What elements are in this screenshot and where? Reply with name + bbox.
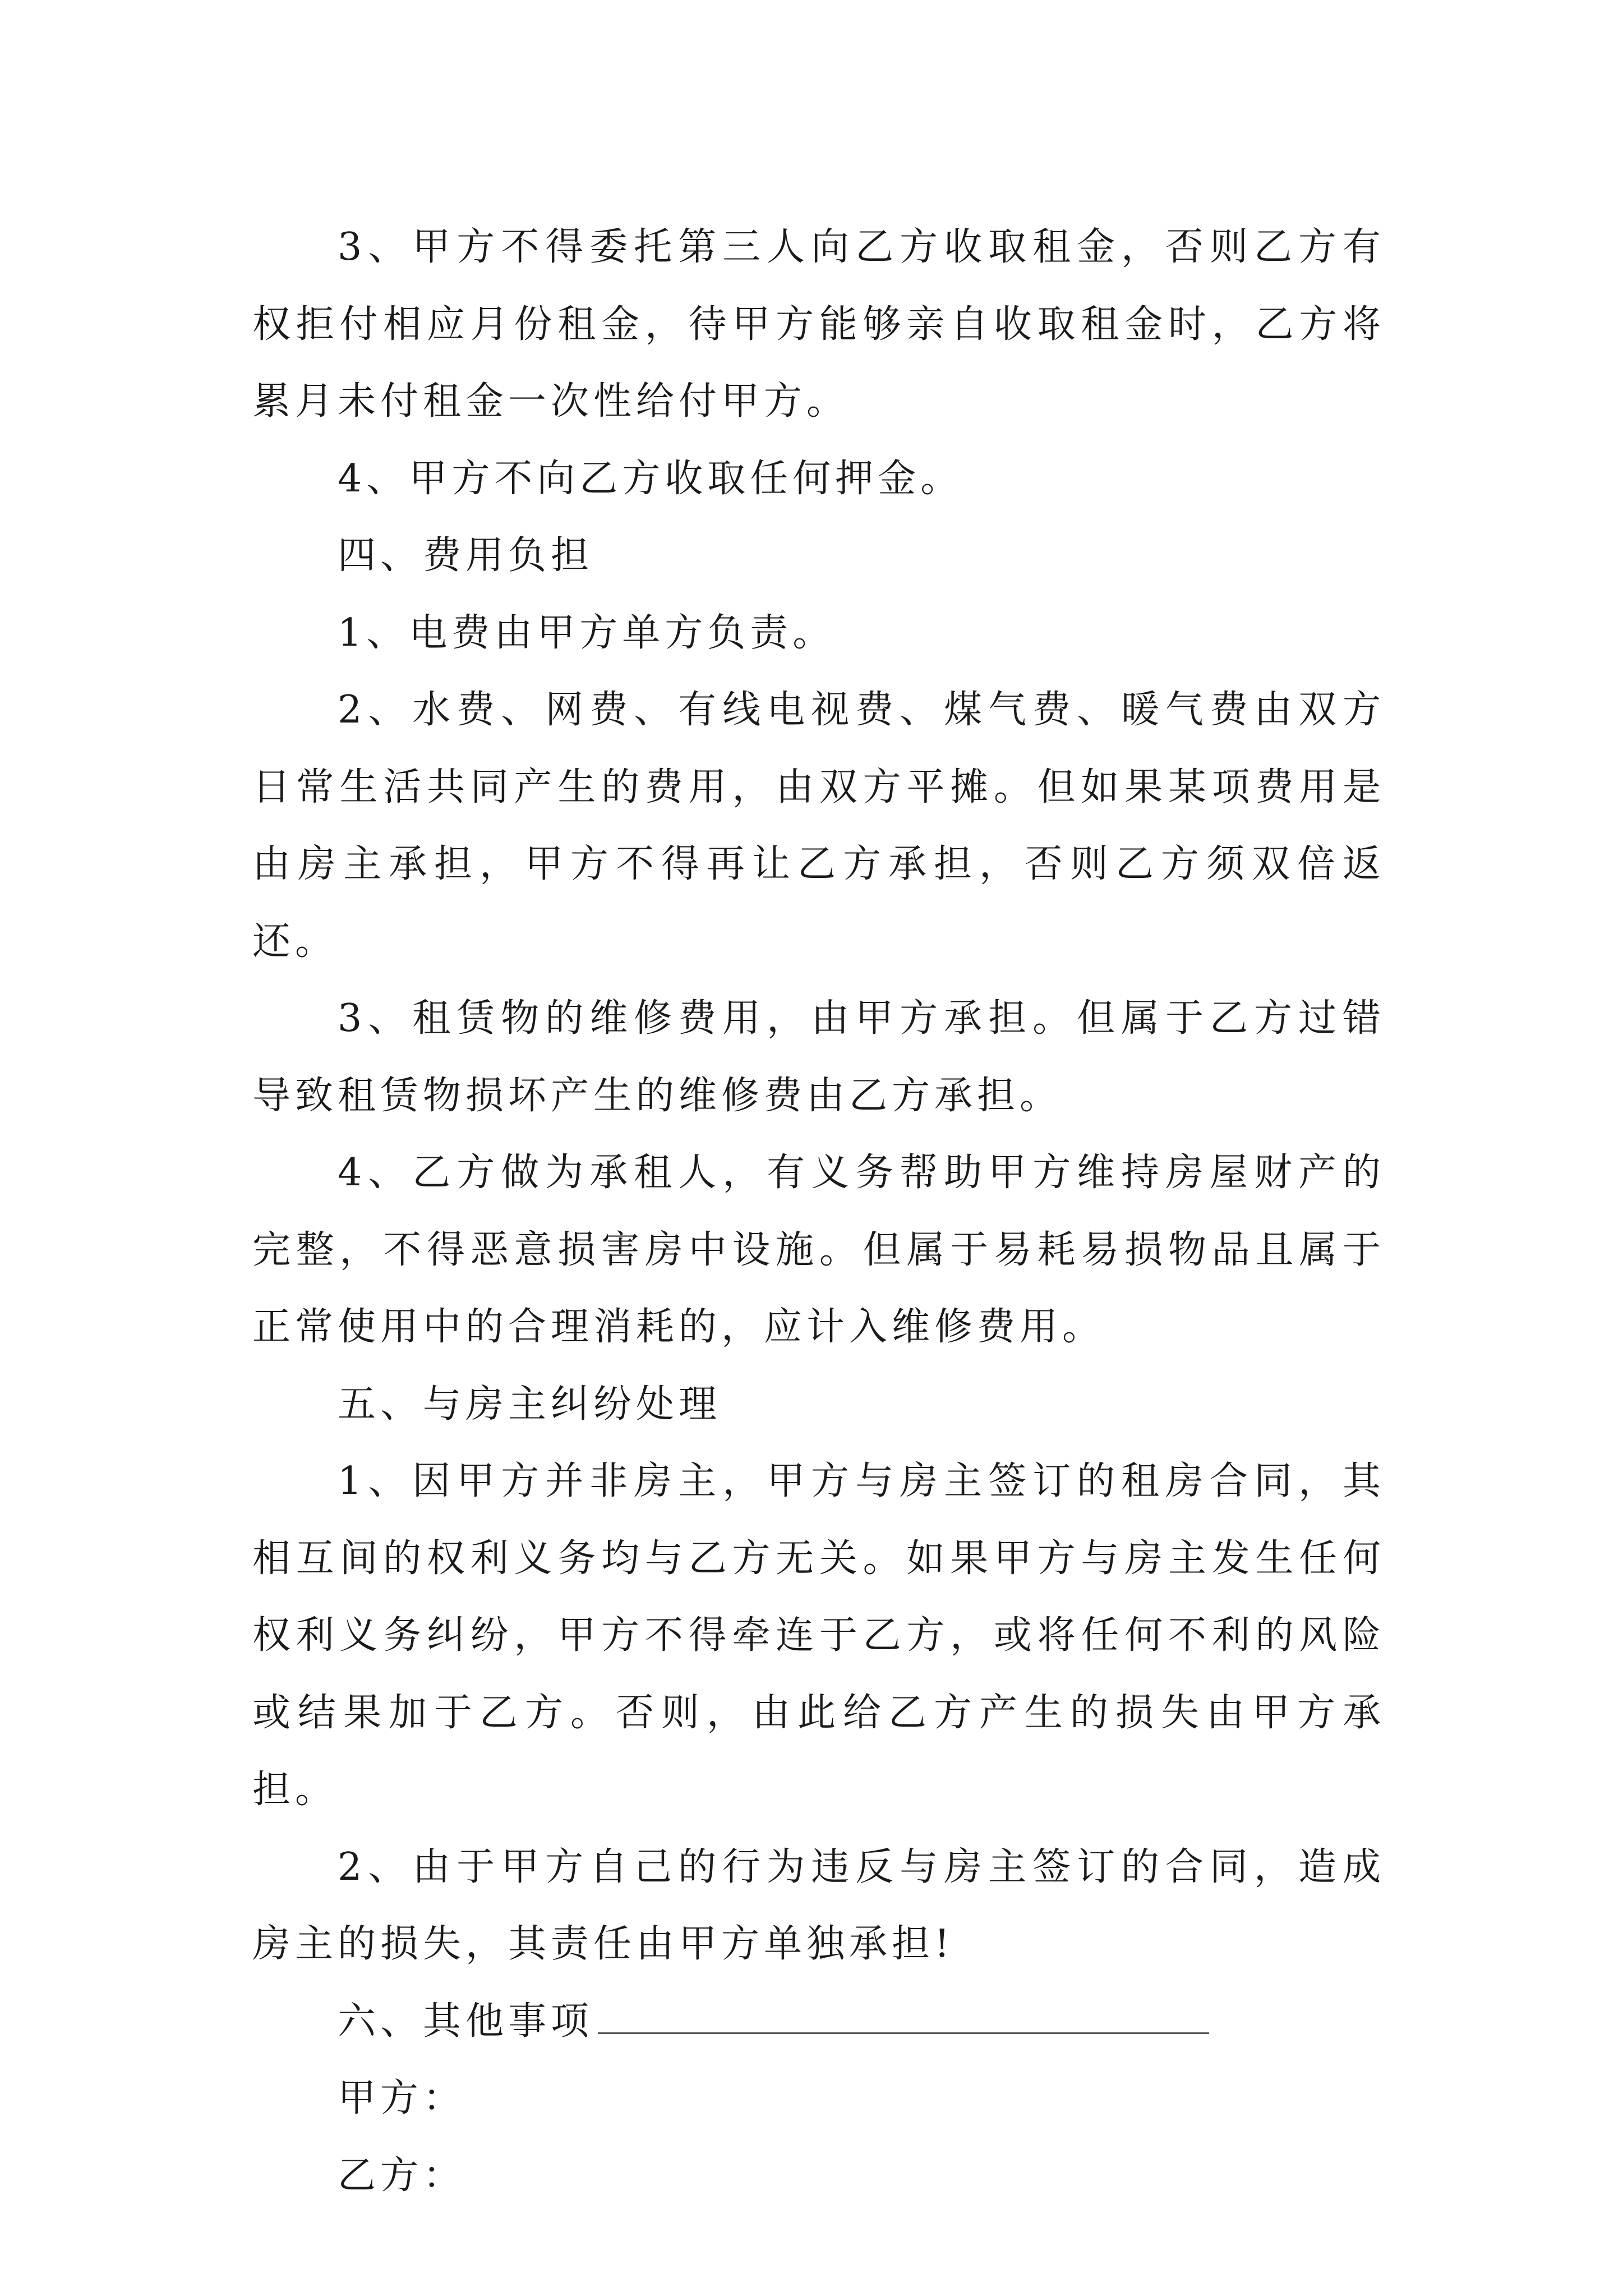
paragraph-shared-utilities: 2、水费、网费、有线电视费、煤气费、暖气费由双方日常生活共同产生的费用，由双方平摊。但如果某项费用是由房主承担，甲方不得再让乙方承担，否则乙方须双倍返还。 xyxy=(252,688,1385,964)
paragraph-no-deposit: 4、甲方不向乙方收取任何押金。 xyxy=(338,456,963,501)
paragraph-electricity: 1、电费由甲方单方负责。 xyxy=(338,610,836,655)
section-heading-landlord-disputes: 五、与房主纠纷处理 xyxy=(338,1382,722,1427)
party-a-signature-line xyxy=(252,2060,1385,2137)
document-body xyxy=(252,209,1385,2214)
paragraph-rent-collection: 3、甲方不得委托第三人向乙方收取租金，否则乙方有权拒付相应月份租金，待甲方能够亲自收取租金时，乙方将累月未付租金一次性给付甲方。 xyxy=(252,225,1385,424)
other-matters-label: 六、其他事项 xyxy=(338,1999,594,2044)
party-a-label: 甲方： xyxy=(338,2076,466,2120)
other-matters-blank xyxy=(598,2004,1209,2034)
section-heading-fees: 四、费用负担 xyxy=(338,533,594,578)
party-b-signature-line xyxy=(252,2137,1385,2215)
paragraph-landlord-contract: 1、因甲方并非房主，甲方与房主签订的租房合同，其相互间的权利义务均与乙方无关。如果甲方与房主发生任何权利义务纠纷，甲方不得牵连于乙方，或将任何不利的风险或结果加于乙方。否则，由此给乙方产生的损失由甲方承担。 xyxy=(252,1459,1385,1812)
paragraph-landlord-loss: 2、由于甲方自己的行为违反与房主签订的合同，造成房主的损失，其责任由甲方单独承担! xyxy=(252,1844,1385,1966)
party-b-label: 乙方： xyxy=(338,2153,466,2198)
paragraph-repair-costs: 3、租赁物的维修费用，由甲方承担。但属于乙方过错导致租赁物损坏产生的维修费由乙方承担。 xyxy=(252,996,1385,1118)
other-matters-line xyxy=(252,1983,1385,2060)
paragraph-tenant-duty: 4、乙方做为承租人，有义务帮助甲方维持房屋财产的完整，不得恶意损害房中设施。但属于易耗易损物品且属于正常使用中的合理消耗的，应计入维修费用。 xyxy=(252,1151,1385,1349)
